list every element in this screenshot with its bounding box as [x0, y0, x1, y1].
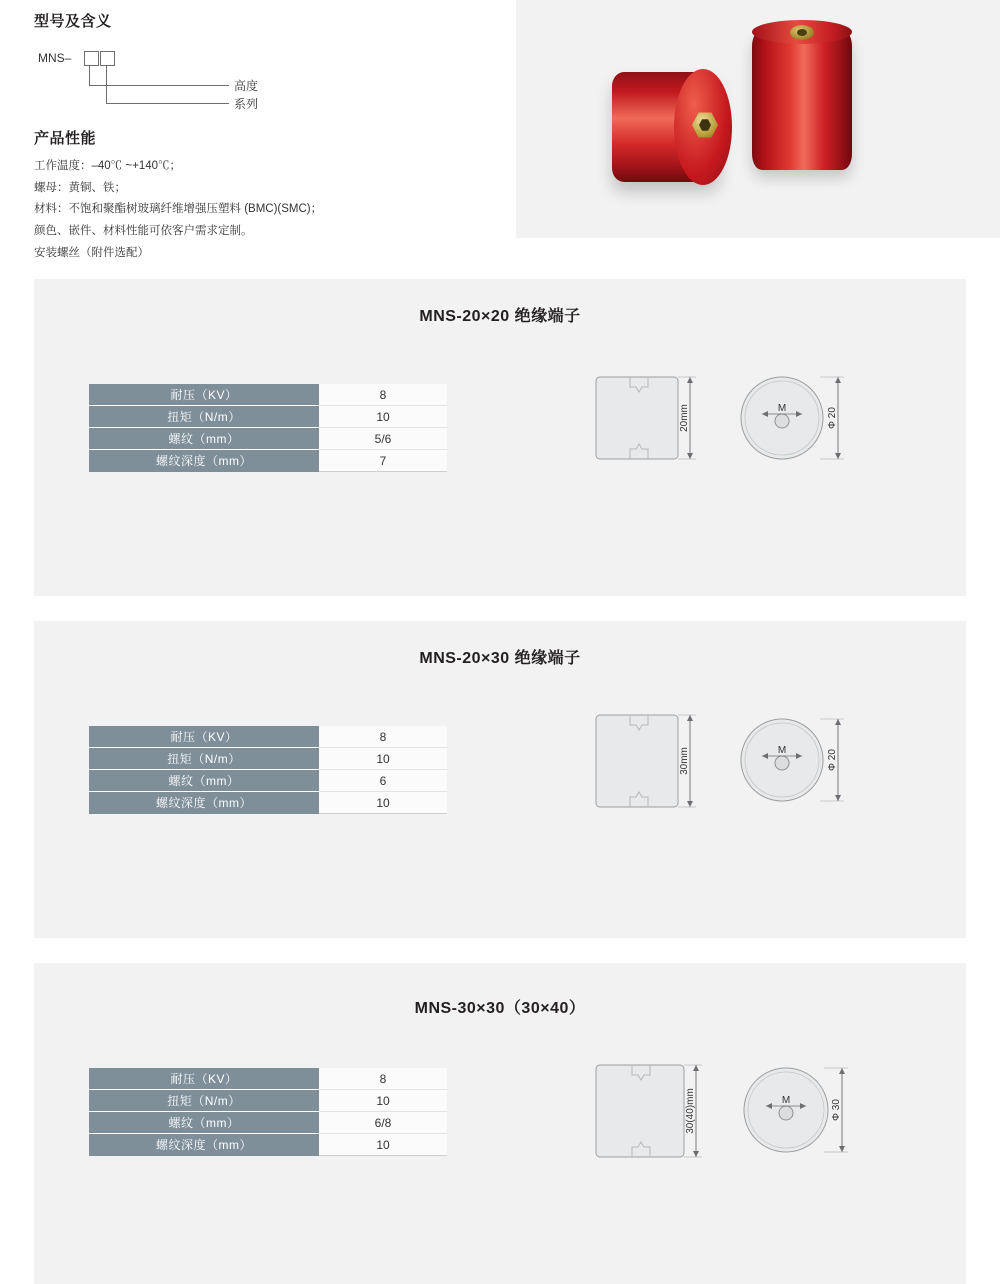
spec-label: 扭矩（N/m） — [89, 406, 319, 428]
performance-list — [34, 158, 504, 261]
spec-value: 10 — [319, 792, 447, 814]
performance-line: 工作温度：–40℃ ~+140℃； — [34, 160, 182, 172]
spec-label: 螺纹深度（mm） — [89, 450, 319, 472]
leader-line-horizontal-2 — [106, 103, 229, 104]
table-row — [89, 1112, 447, 1134]
technical-drawing — [586, 359, 906, 499]
model-code-diagram — [34, 41, 504, 113]
spec-label: 扭矩（N/m） — [89, 748, 319, 770]
model-prefix-label: MNS– — [38, 51, 72, 65]
spec-label: 耐压（KV） — [89, 726, 319, 748]
table-row — [89, 384, 447, 406]
table-row — [89, 792, 447, 814]
thread-label: M — [781, 1095, 791, 1106]
product-section-3 — [34, 963, 966, 1284]
product-cylinder-front — [612, 72, 720, 182]
spec-label: 扭矩（N/m） — [89, 1090, 319, 1112]
height-dimension-label: 30mm — [679, 747, 690, 775]
spec-value: 6/8 — [319, 1112, 447, 1134]
spec-label: 螺纹深度（mm） — [89, 792, 319, 814]
table-row — [89, 406, 447, 428]
thread-label: M — [777, 745, 787, 756]
technical-drawing — [586, 701, 906, 841]
performance-line: 材料：不饱和聚酯树玻璃纤维增强压塑料 (BMC)(SMC)； — [34, 203, 323, 216]
spec-table — [89, 384, 447, 472]
table-row — [89, 726, 447, 748]
performance-line: 颜色、嵌件、材料性能可依客户需求定制。 — [34, 225, 253, 238]
spec-label: 螺纹（mm） — [89, 428, 319, 450]
spec-table — [89, 726, 447, 814]
performance-line: 安装螺丝（附件选配） — [34, 246, 149, 259]
diameter-dimension-label: Φ 20 — [827, 407, 838, 429]
model-code-box-1 — [84, 51, 99, 66]
product-heading: MNS-20×30 绝缘端子 — [419, 650, 581, 667]
product-heading: MNS-30×30（30×40） — [414, 1000, 586, 1017]
spec-label: 螺纹（mm） — [89, 1112, 319, 1134]
callout-series-label: 系列 — [234, 97, 259, 111]
table-row — [89, 748, 447, 770]
leader-line-horizontal-1 — [89, 85, 229, 86]
model-code-box-2 — [100, 51, 115, 66]
thread-label: M — [777, 403, 787, 414]
spec-label: 螺纹深度（mm） — [89, 1134, 319, 1156]
table-row — [89, 450, 447, 472]
spec-value: 10 — [319, 1090, 447, 1112]
spec-label: 螺纹（mm） — [89, 770, 319, 792]
performance-line: 螺母：黄铜、铁； — [34, 181, 126, 194]
height-dimension-label: 20mm — [679, 404, 690, 432]
callout-height-label: 高度 — [234, 79, 259, 93]
spec-value: 8 — [319, 726, 447, 748]
model-and-performance-block — [34, 10, 504, 266]
spec-value: 10 — [319, 1134, 447, 1156]
table-row — [89, 1090, 447, 1112]
product-photo — [516, 0, 1000, 238]
diameter-dimension-label: Φ 30 — [831, 1099, 842, 1121]
spec-table — [89, 1068, 447, 1156]
table-row — [89, 1068, 447, 1090]
spec-value: 6 — [319, 770, 447, 792]
table-row — [89, 1134, 447, 1156]
product-heading: MNS-20×20 绝缘端子 — [419, 308, 581, 325]
spec-value: 8 — [319, 384, 447, 406]
spec-value: 10 — [319, 406, 447, 428]
product-section-1 — [34, 279, 966, 596]
spec-label: 耐压（KV） — [89, 1068, 319, 1090]
spec-value: 7 — [319, 450, 447, 472]
spec-value: 8 — [319, 1068, 447, 1090]
product-cylinder-back — [752, 30, 852, 170]
spec-value: 10 — [319, 748, 447, 770]
leader-line-vertical-1 — [89, 65, 90, 86]
technical-drawing — [586, 1051, 906, 1191]
spec-value: 5/6 — [319, 428, 447, 450]
brass-insert-icon — [790, 25, 814, 40]
spec-label: 耐压（KV） — [89, 384, 319, 406]
product-section-2 — [34, 621, 966, 938]
table-row — [89, 770, 447, 792]
height-dimension-label: 30(40)mm — [685, 1088, 696, 1134]
model-section-title: 型号及含义 — [34, 13, 112, 30]
performance-section-title: 产品性能 — [34, 130, 97, 147]
diameter-dimension-label: Φ 20 — [827, 749, 838, 771]
table-row — [89, 428, 447, 450]
